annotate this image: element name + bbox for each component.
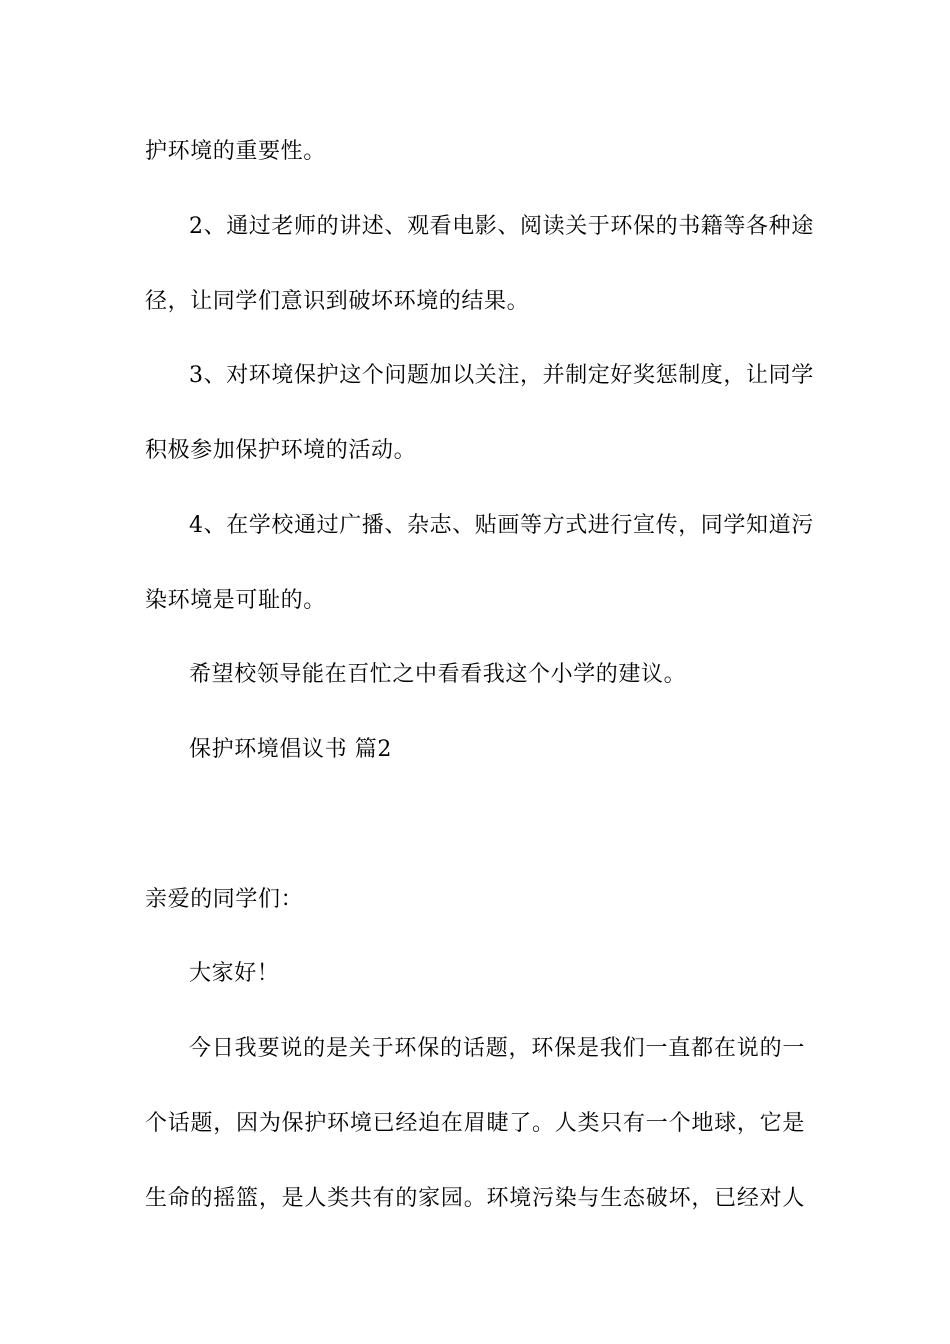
greeting: 大家好！ xyxy=(189,961,280,986)
salutation: 亲爱的同学们： xyxy=(145,887,304,912)
section-title: 保护环境倡议书 篇2 xyxy=(189,737,392,762)
list-item-2-line-2: 径，让同学们意识到破坏环境的结果。 xyxy=(145,289,530,314)
list-item-3-line-2: 积极参加保护环境的活动。 xyxy=(145,438,417,463)
body-paragraph-line-3: 生命的摇篮，是人类共有的家园。环境污染与生态破坏，已经对人 xyxy=(145,1186,805,1211)
paragraph-line: 护环境的重要性。 xyxy=(145,139,326,164)
body-paragraph-line-2: 个话题，因为保护环境已经迫在眉睫了。人类只有一个地球，它是 xyxy=(145,1111,805,1136)
list-item-4-line-2: 染环境是可耻的。 xyxy=(145,588,326,613)
list-item-4-line-1: 4、在学校通过广播、杂志、贴画等方式进行宣传，同学知道污 xyxy=(189,513,814,538)
list-item-3-line-1: 3、对环境保护这个问题加以关注，并制定好奖惩制度，让同学 xyxy=(189,363,814,388)
body-paragraph-line-1: 今日我要说的是关于环保的话题，环保是我们一直都在说的一 xyxy=(189,1036,805,1061)
list-item-2-line-1: 2、通过老师的讲述、观看电影、阅读关于环保的书籍等各种途 xyxy=(189,214,814,239)
closing-sentence: 希望校领导能在百忙之中看看我这个小学的建议。 xyxy=(189,662,687,687)
